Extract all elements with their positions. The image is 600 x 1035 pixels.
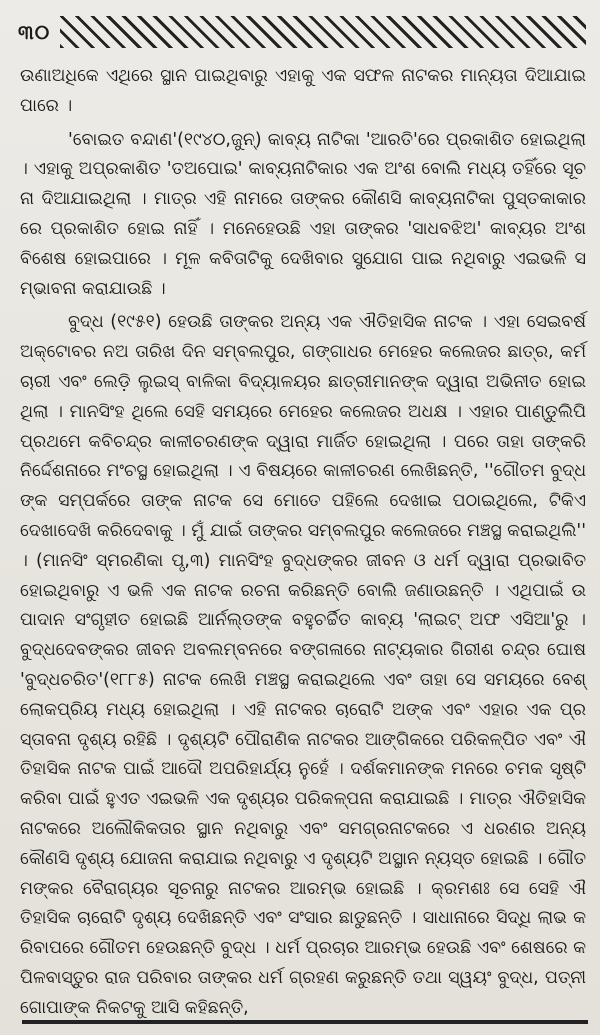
paragraph-buddha: ବୁଦ୍ଧ (୧୯୫୧) ହେଉଛି ତାଙ୍କର ଅନ୍ୟ ଏକ ଐତିହାସିକ ନାଟକ । ଏହା ସେଇବର୍ଷ ଅକ୍ଟୋବର ନଅ ତାରିଖ ଦିନ ସମ୍ବଲପୁର, ଗଙ୍ଗାଧର ମେହେର କଲେଜର ଛାତ୍ର, କର୍ମଚାରୀ ଏବଂ ଲେଡ଼ି ଲୁଇସ୍ ବାଳିକା ବିଦ୍ୟାଳୟର ଛାତ୍ରୀମାନଙ୍କ ଦ୍ୱାରା ଅଭିନୀତ ହୋଇଥିଲା । ମାନସିଂହ ଥିଲେ ସେହି ସମୟରେ ମେହେର କଲେଜର ଅଧକ୍ଷ । ଏହାର ପାଣ୍ଡୁଲିପି ପ୍ରଥମେ କବିଚନ୍ଦ୍ର କାଳୀଚରଣଙ୍କ ଦ୍ୱାରା ମାର୍ଜିତ ହୋଇଥିଲା । ପରେ ତାହା ତାଙ୍କରି ନିର୍ଦ୍ଦେଶନାରେ ମଂଚସ୍ଥ ହୋଇଥିଲା । ଏ ବିଷୟରେ କାଳୀଚରଣ ଲେଖିଛନ୍ତି, ''ଗୌତମ ବୁଦ୍ଧଙ୍କ ସମ୍ପର୍କରେ ତାଙ୍କ ନାଟକ ସେ ମୋତେ ପହିଲେ ଦେଖାଇ ପଠାଇଥିଲେ, ଟିକିଏ ଦେଖାଦେଖି କରିଦେବାକୁ । ମୁଁ ଯାଇଁ ତାଙ୍କର ସମ୍ବଲପୁର କଲେଜରେ ମଞ୍ଚସ୍ଥ କରାଇଥିଲି'' । (ମାନସିଂ ସ୍ମରଣିକା ପୃ,୩) ମାନସିଂହ ବୁଦ୍ଧଙ୍କର ଜୀବନ ଓ ଧର୍ମ ଦ୍ୱାରା ପ୍ରଭାବିତ ହୋଇଥିବାରୁ ଏ ଭଳି ଏକ ନାଟକ ରଚନା କରିଛନ୍ତି ବୋଲି ଜଣାଉଛନ୍ତି । ଏଥିପାଇଁ ଉପାଦାନ ସଂଗୃହୀତ ହୋଇଛି ଆର୍ନଲ୍ଡଙ୍କ ବହୁଚର୍ଚ୍ଚିତ କାବ୍ୟ 'ଲାଇଟ୍ ଅଫ ଏସିଆ'ରୁ । ବୁଦ୍ଧଦେବଙ୍କର ଜୀବନ ଅବଲମ୍ବନରେ ବଙ୍ଗଳାରେ ନାଟ୍ୟକାର ଗିରୀଶ ଚନ୍ଦ୍ର ଘୋଷ 'ବୁଦ୍ଧଚରିତ'(୧୮୮୫) ନାଟକ ଲେଖି ମଞ୍ଚସ୍ଥ କରାଇଥିଲେ ଏବଂ ତାହା ସେ ସମୟରେ ବେଶ୍ ଲୋକପ୍ରିୟ ମଧ୍ୟ ହୋଇଥିଲା । ଏହି ନାଟକର ଚାରୋଟି ଅଙ୍କ ଏବଂ ଏହାର ଏକ ପ୍ରସ୍ତାବନା ଦୃଶ୍ୟ ରହିଛି । ଦୃଶ୍ୟଟି ପୌରାଣିକ ନାଟକର ଆଙ୍ଗିକରେ ପରିକଳ୍ପିତ ଏବଂ ଐତିହାସିକ ନାଟକ ପାଇଁ ଆଦୌ ଅପରିହାର୍ଯ୍ୟ ନୁହେଁ । ଦର୍ଶକମାନଙ୍କ ମନରେ ଚମକ ସୃଷ୍ଟି କରିବା ପାଇଁ ହୁଏତ ଏଇଭଳି ଏକ ଦୃଶ୍ୟର ପରିକଳ୍ପନା କରାଯାଇଛି । ମାତ୍ର ଐତିହାସିକ ନାଟକରେ ଅଲୌକିକତାର ସ୍ଥାନ ନଥିବାରୁ ଏବଂ ସମଗ୍ରନାଟକରେ ଏ ଧରଣର ଅନ୍ୟ କୌଣସି ଦୃଶ୍ୟ ଯୋଜନା କରାଯାଇ ନଥିବାରୁ ଏ ଦୃଶ୍ୟଟି ଅସ୍ଥାନ ନ୍ୟସ୍ତ ହୋଇଛି । ଗୌତମଙ୍କର ବୈରାଗ୍ୟର ସୂଚନାରୁ ନାଟକର ଆରମ୍ଭ ହୋଇଛି । କ୍ରମଶଃ ସେ ସେହି ଐତିହାସିକ ଚାରୋଟି ଦୃଶ୍ୟ ଦେଖିଛନ୍ତି ଏବଂ ସଂସାର ଛାଡୁଛନ୍ତି । ସାଧାନାରେ ସିଦ୍ଧି ଲାଭ କରିବାପରେ ଗୌତମ ହେଉଛନ୍ତି ବୁଦ୍ଧ । ଧର୍ମ ପ୍ରଚାର ଆରମ୍ଭ ହେଉଛି ଏବଂ ଶେଷରେ କପିଳବାସ୍ତୁର ରାଜ ପରିବାର ତାଙ୍କର ଧର୍ମ ଗ୍ରହଣ କରୁଛନ୍ତି ତଥା ସ୍ୱୟଂ ବୁଦ୍ଧ, ପତ୍ନୀ ଗୋପାଙ୍କ ନିକଟକୁ ଆସି କହିଛନ୍ତି, [20, 312, 586, 1018]
hatched-header-band [60, 16, 586, 48]
paragraph-continuation: ଉଣାଅଧିକେ ଏଥିରେ ସ୍ଥାନ ପାଇଥିବାରୁ ଏହାକୁ ଏକ ସଫଳ ନାଟକର ମାନ୍ୟତା ଦିଆଯାଇପାରେ । [20, 66, 586, 116]
page-number: ୩୦ [18, 20, 51, 44]
page-body [20, 62, 586, 1024]
paragraph-boita-bandana: 'ବୋଇତ ବନ୍ଦାଣ'(୧୯୪୦,ଜୁନ୍) କାବ୍ୟ ନାଟିକା 'ଆରତି'ରେ ପ୍ରକାଶିତ ହୋଇଥିଲା । ଏହାକୁ ଅପ୍ରକାଶିତ 'ତଅପୋଇ' କାବ୍ୟନାଟିକାର ଏକ ଅଂଶ ବୋଲି ମଧ୍ୟ ତହିଁରେ ସୂଚନା ଦିଆଯାଇଥିଲା । ମାତ୍ର ଏହି ନାମରେ ତାଙ୍କର କୌଣସି କାବ୍ୟନାଟିକା ପୁସ୍ତକାକାରରେ ପ୍ରକାଶିତ ହୋଇ ନାହିଁ । ମନେହେଉଛି ଏହା ତାଙ୍କର 'ସାଧବଝିଅ' କାବ୍ୟର ଅଂଶ ବିଶେଷ ହୋଇପାରେ । ମୂଳ କବିତାଟିକୁ ଦେଖିବାର ସୁଯୋଗ ପାଇ ନଥିବାରୁ ଏଇଭଳି ସମ୍ଭାବନା କରାଯାଉଛି । [20, 129, 586, 299]
footer-rule [22, 1020, 588, 1024]
page-header [18, 14, 586, 50]
